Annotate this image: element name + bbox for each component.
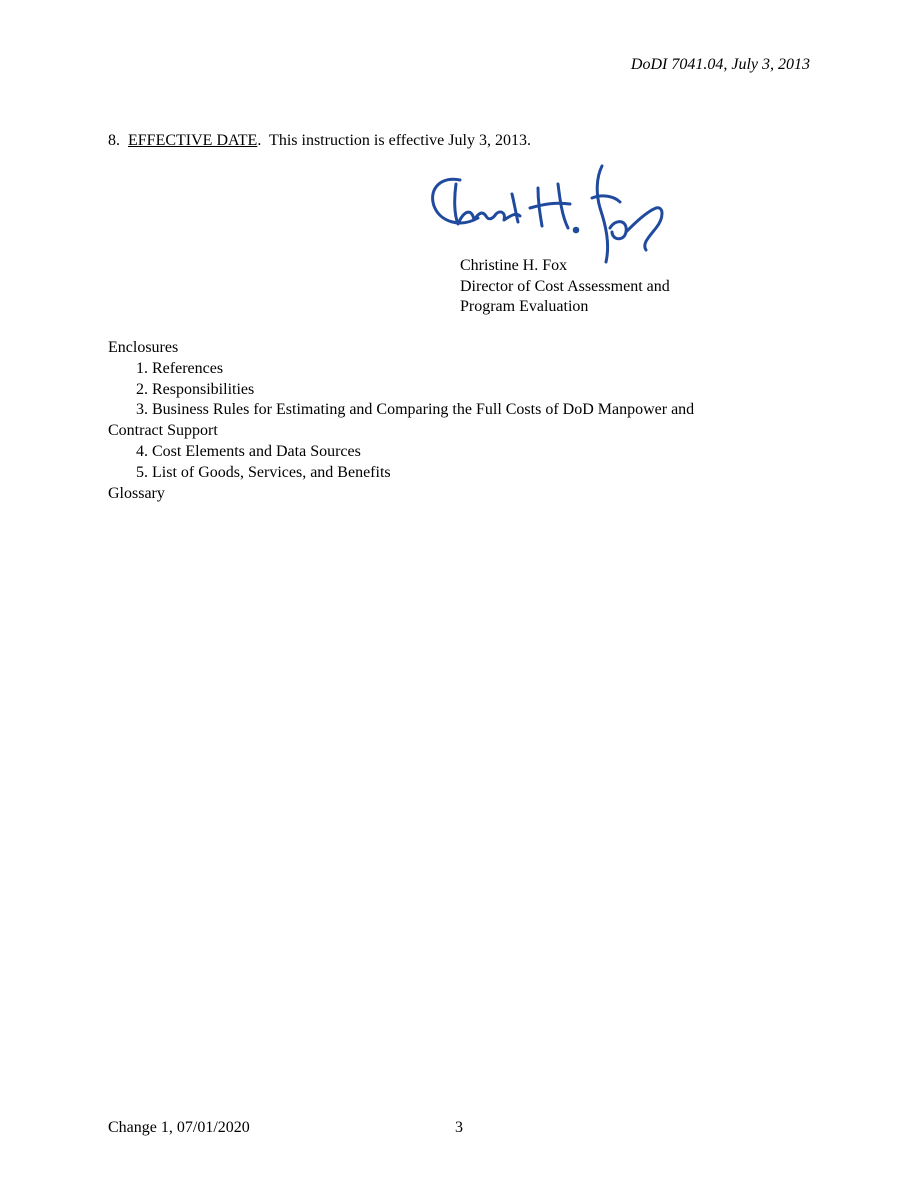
enclosure-item-2: 2. Responsibilities [136,380,255,398]
enclosures-heading: Enclosures [108,339,179,356]
section-heading: EFFECTIVE DATE [128,132,258,149]
page-number: 3 [455,1119,463,1136]
footer-change-note: Change 1, 07/01/2020 [108,1119,250,1136]
effective-date-paragraph [108,131,531,151]
enclosures-list [108,338,808,504]
document-reference-header: DoDI 7041.04, July 3, 2013 [630,56,810,73]
signer-name: Christine H. Fox [460,257,568,274]
handwritten-signature [420,158,670,268]
signer-title-line-2: Program Evaluation [460,298,589,315]
signer-title-line-1: Director of Cost Assessment and [460,277,670,295]
glossary-label: Glossary [108,484,165,502]
section-heading-punct: . [257,132,262,149]
enclosure-item-1: 1. References [136,359,224,377]
enclosure-item-4: 4. Cost Elements and Data Sources [136,442,361,460]
signature-block [460,256,670,318]
section-number: 8. [108,132,120,149]
enclosure-item-3: 3. Business Rules for Estimating and Comparing the Full Costs of DoD Manpower and [136,401,695,419]
section-text: This instruction is effective July 3, 2013. [269,132,531,149]
enclosure-item-3-continuation: Contract Support [108,422,218,440]
enclosure-item-5: 5. List of Goods, Services, and Benefits [136,463,391,481]
